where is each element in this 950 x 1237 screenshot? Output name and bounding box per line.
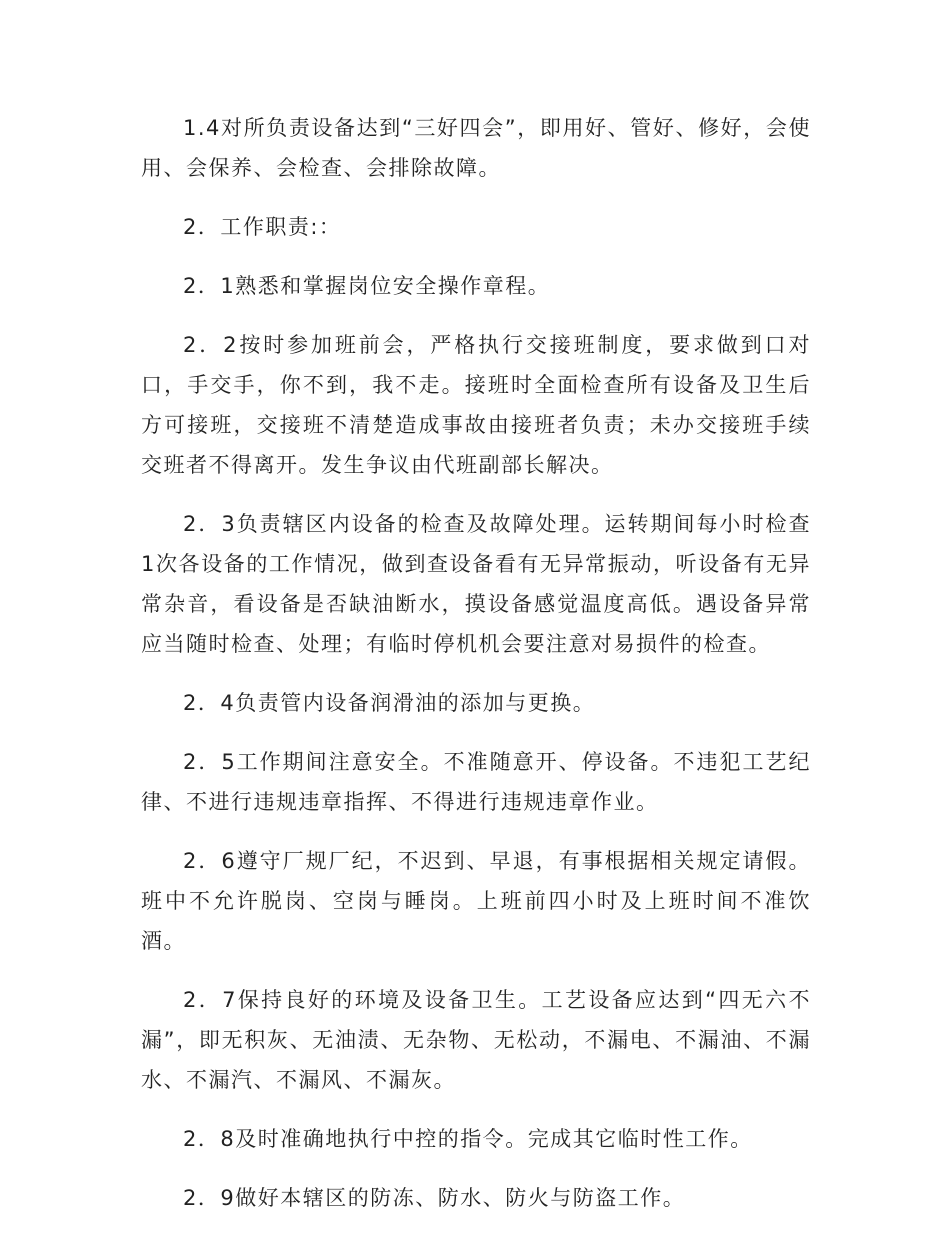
paragraph-2-4: 2．4负责管内设备润滑油的添加与更换。 [183, 691, 596, 715]
paragraph-2-2: 2．2按时参加班前会，严格执行交接班制度，要求做到口对口，手交手，你不到，我不走。接班时全面检查所有设备及卫生后方可接班，交接班不清楚造成事故由接班者负责；未办交接班手续交班者不得离开。发生争议由代班副部长解决。 [141, 333, 811, 477]
paragraph-2-heading: 2．工作职责:： [183, 215, 342, 239]
paragraph-2-9: 2．9做好本辖区的防冻、防水、防火与防盗工作。 [183, 1186, 686, 1210]
paragraph-2-1: 2．1熟悉和掌握岗位安全操作章程。 [183, 274, 551, 298]
paragraph-2-6: 2．6遵守厂规厂纪，不迟到、早退，有事根据相关规定请假。班中不允许脱岗、空岗与睡岗。上班前四小时及上班时间不准饮酒。 [141, 849, 811, 953]
paragraph-2-8: 2．8及时准确地执行中控的指令。完成其它临时性工作。 [183, 1127, 753, 1151]
paragraph-2-3: 2．3负责辖区内设备的检查及故障处理。运转期间每小时检查1次各设备的工作情况，做到查设备看有无异常振动，听设备有无异常杂音，看设备是否缺油断水，摸设备感觉温度高低。遇设备异常应当随时检查、处理；有临时停机机会要注意对易损件的检查。 [141, 512, 811, 656]
paragraph-2-7: 2．7保持良好的环境及设备卫生。工艺设备应达到“四无六不漏”，即无积灰、无油渍、无杂物、无松动，不漏电、不漏油、不漏水、不漏汽、不漏风、不漏灰。 [141, 988, 811, 1092]
paragraph-1-4: 1.4对所负责设备达到“三好四会”，即用好、管好、修好，会使用、会保养、会检查、会排除故障。 [141, 116, 811, 180]
paragraph-2-5: 2．5工作期间注意安全。不准随意开、停设备。不违犯工艺纪律、不进行违规违章指挥、不得进行违规违章作业。 [141, 750, 811, 814]
document-body [141, 108, 811, 1237]
